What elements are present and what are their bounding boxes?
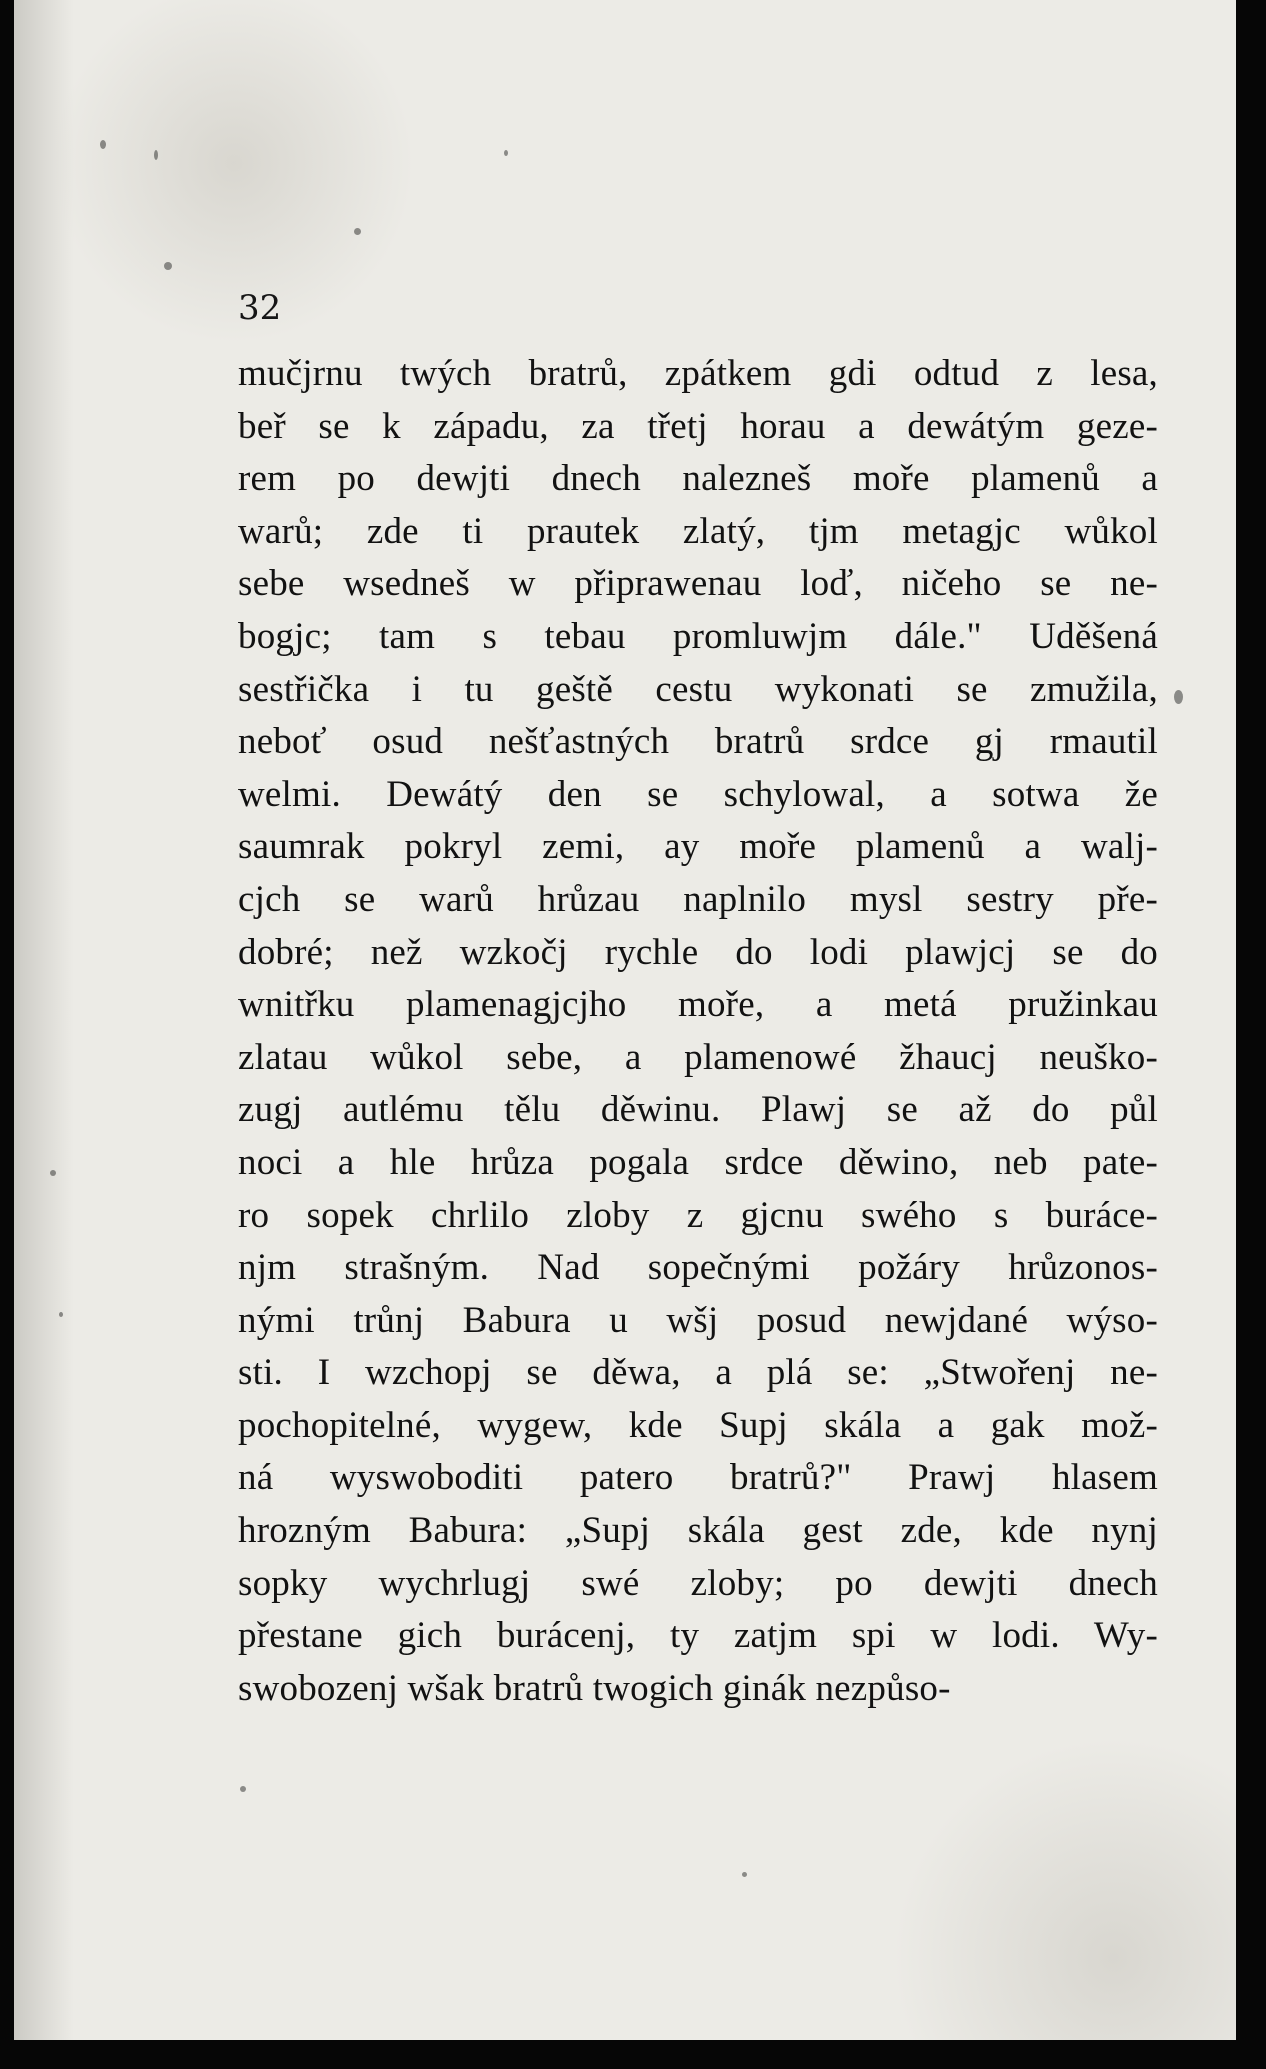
book-page <box>14 0 1236 2040</box>
text-line: ro sopek chrlilo zloby z gjcnu swého s buráce- <box>238 1194 1158 1236</box>
text-line: njm strašným. Nad sopečnými požáry hrůzonos- <box>238 1247 1158 1289</box>
text-line: warů; zde ti prautek zlatý, tjm metagjc wůkol <box>238 510 1158 552</box>
paper-speck <box>154 150 158 160</box>
text-line: dobré; než wzkočj rychle do lodi plawjcj se do <box>238 931 1158 973</box>
text-line: ná wyswoboditi patero bratrů?" Prawj hlasem <box>238 1457 1158 1499</box>
text-line: beř se k západu, za třetj horau a dewátým geze- <box>238 405 1158 447</box>
text-line: zugj autlému tělu děwinu. Plawj se až do půl <box>238 1089 1158 1131</box>
text-line: rem po dewjti dnech nalezneš moře plamenů a <box>238 458 1158 500</box>
paper-speck <box>504 150 508 156</box>
text-line: nými trůnj Babura u wšj posud newjdané wýso- <box>238 1299 1158 1341</box>
paper-speck <box>742 1872 747 1877</box>
text-line: sti. I wzchopj se děwa, a plá se: „Stwořenj ne- <box>238 1352 1158 1394</box>
text-line: sestřička i tu geště cestu wykonati se zmužila, <box>238 668 1158 710</box>
text-line: bogjc; tam s tebau promluwjm dále." Uděšená <box>238 615 1158 657</box>
text-line: swobozenj wšak bratrů twogich ginák nezpůso- <box>238 1667 951 1709</box>
text-line: sebe wsedneš w připrawenau loď, ničeho se ne- <box>238 563 1158 605</box>
text-line: cjch se warů hrůzau naplnilo mysl sestry pře- <box>238 878 1158 920</box>
body-text <box>238 348 1158 1715</box>
text-line: welmi. Dewátý den se schylowal, a sotwa že <box>238 773 1158 815</box>
paper-speck <box>100 140 106 149</box>
paper-speck <box>164 262 172 270</box>
paper-speck <box>354 228 361 235</box>
page-number: 32 <box>238 288 282 328</box>
text-line: pochopitelné, wygew, kde Supj skála a gak mož- <box>238 1404 1158 1446</box>
text-line: neboť osud nešťastných bratrů srdce gj rmautil <box>238 721 1158 763</box>
text-line: přestane gich burácenj, ty zatjm spi w lodi. Wy- <box>238 1615 1158 1657</box>
text-line: noci a hle hrůza pogala srdce děwino, neb pate- <box>238 1141 1158 1183</box>
text-line: sopky wychrlugj swé zloby; po dewjti dnech <box>238 1562 1158 1604</box>
paper-speck <box>50 1170 56 1176</box>
text-line: zlatau wůkol sebe, a plamenowé žhaucj neuško- <box>238 1036 1158 1078</box>
paper-speck <box>1174 690 1183 704</box>
text-line: mučjrnu twých bratrů, zpátkem gdi odtud z lesa, <box>238 353 1158 394</box>
text-line: wnitřku plamenagjcjho moře, a metá pružinkau <box>238 984 1158 1026</box>
paper-speck <box>59 1312 63 1317</box>
text-line: hrozným Babura: „Supj skála gest zde, kde nynj <box>238 1510 1158 1552</box>
paper-speck <box>240 1786 246 1792</box>
text-line: saumrak pokryl zemi, ay moře plamenů a walj- <box>238 826 1158 868</box>
